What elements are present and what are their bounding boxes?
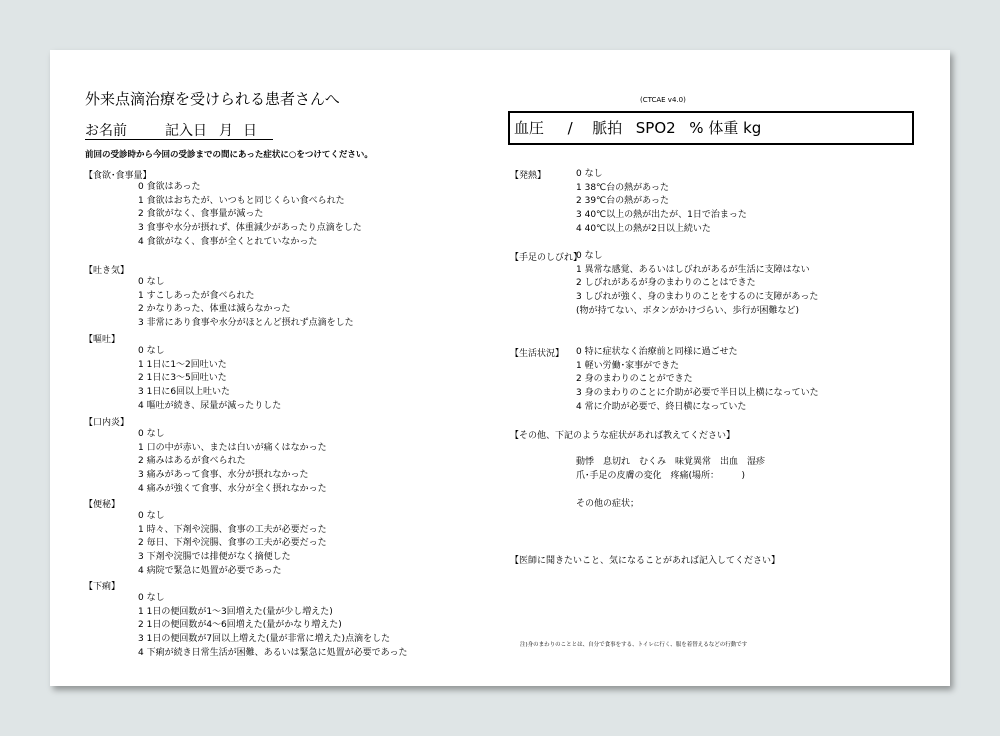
symptom-option[interactable]: 1 時々、下剤や浣腸、食事の工夫が必要だった	[138, 524, 327, 535]
left-section-label: 【吐き気】	[84, 266, 130, 276]
pulse-label: 脈拍	[592, 119, 623, 137]
symptom-option[interactable]: 1 38℃台の熱があった	[576, 182, 670, 193]
symptom-option[interactable]: 1 異常な感覚、あるいはしびれがあるが生活に支障はない	[576, 264, 810, 275]
page-title: 外来点滴治療を受けられる患者さんへ	[85, 90, 340, 108]
name-date-row	[85, 120, 257, 140]
entry-date-label: 記入日	[165, 123, 207, 139]
symptom-option[interactable]: 0 特に症状なく治療前と同様に過ごせた	[576, 347, 738, 357]
symptom-option[interactable]: 2 食欲がなく、食事量が減った	[138, 209, 264, 220]
symptom-option[interactable]: 1 食欲はおちたが、いつもと同じくらい食べられた	[138, 195, 345, 206]
symptom-option[interactable]: 2 毎日、下剤や浣腸、食事の工夫が必要だった	[138, 538, 327, 549]
vitals-box[interactable]	[508, 111, 914, 145]
blood-pressure-label: 血圧	[514, 119, 545, 137]
left-section-label: 【口内炎】	[84, 418, 130, 428]
instruction-text: 前回の受診時から今回の受診までの間にあった症状に○をつけてください。	[85, 150, 373, 160]
symptom-option[interactable]: 2 身のまわりのことができた	[576, 374, 693, 385]
month-label: 月	[219, 123, 233, 139]
left-section-label: 【便秘】	[84, 500, 121, 510]
symptom-option[interactable]: 1 1日に1～2回吐いた	[138, 359, 227, 370]
bp-slash: /	[567, 119, 573, 137]
symptom-option[interactable]: 1 すこしあったが食べられた	[138, 290, 255, 301]
symptom-option[interactable]: 0 なし	[576, 251, 603, 261]
symptom-option[interactable]: 4 常に介助が必要で、終日横になっていた	[576, 401, 747, 412]
symptom-option[interactable]: 4 下痢が続き日常生活が困難、あるいは緊急に処置が必要であった	[138, 647, 408, 658]
symptom-option[interactable]: 2 1日に3～5回吐いた	[138, 373, 227, 384]
symptom-option[interactable]: 3 しびれが強く、身のまわりのことをするのに支障があった	[576, 292, 819, 303]
day-label: 日	[243, 123, 257, 139]
symptom-option[interactable]: 3 1日に6回以上吐いた	[138, 387, 231, 398]
left-section-label: 【下痢】	[84, 582, 121, 592]
ctcae-version: (CTCAE v4.0)	[640, 96, 686, 104]
percent-label: %	[689, 119, 704, 137]
questionnaire-sheet	[50, 50, 950, 686]
symptom-option[interactable]: 0 なし	[138, 346, 165, 356]
symptom-option[interactable]: 4 痛みが強くて食事、水分が全く摂れなかった	[138, 483, 327, 494]
symptom-option[interactable]: 0 なし	[576, 169, 603, 179]
symptom-option[interactable]: 0 なし	[138, 277, 165, 287]
symptom-option[interactable]: 4 食欲がなく、食事が全くとれていなかった	[138, 236, 318, 247]
symptom-option[interactable]: 2 かなりあった、体重は減らなかった	[138, 304, 291, 315]
symptom-option[interactable]: (物が持てない、ボタンがかけづらい、歩行が困難など)	[576, 305, 800, 316]
symptom-option[interactable]: 3 1日の便回数が7回以上増えた(量が非常に増えた)点滴をした	[138, 634, 391, 645]
symptom-option[interactable]: 0 なし	[138, 511, 165, 521]
other-symptoms-line3[interactable]: その他の症状；	[576, 499, 640, 509]
symptom-option[interactable]: 0 食欲はあった	[138, 182, 201, 192]
symptom-option[interactable]: 4 病院で緊急に処置が必要であった	[138, 565, 282, 576]
left-section-label: 【嘔吐】	[84, 335, 121, 345]
symptom-option[interactable]: 2 39℃台の熱があった	[576, 196, 670, 207]
symptom-option[interactable]: 2 しびれがあるが身のまわりのことはできた	[576, 278, 756, 289]
symptom-option[interactable]: 4 嘔吐が続き、尿量が減ったりした	[138, 400, 282, 411]
footnote: 注)身のまわりのこととは、自分で食事をする、トイレに行く、服を着替えるなどの行動です	[520, 642, 748, 648]
right-section-label: 【生活状況】	[510, 349, 565, 359]
symptom-option[interactable]: 0 なし	[138, 593, 165, 603]
symptom-option[interactable]: 4 40℃以上の熱が2日以上続いた	[576, 223, 711, 234]
spo2-label: SPO2	[635, 119, 676, 137]
symptom-option[interactable]: 3 40℃以上の熱が出たが、1日で治まった	[576, 210, 747, 221]
name-underline	[85, 139, 273, 140]
other-symptoms-line1[interactable]: 動悸 息切れ むくみ 味覚異常 出血 湿疹	[576, 457, 766, 467]
symptom-option[interactable]: 2 1日の便回数が4～6回増えた(量がかなり増えた)	[138, 620, 342, 631]
symptom-option[interactable]: 1 軽い労働･家事ができた	[576, 360, 680, 371]
symptom-option[interactable]: 1 1日の便回数が1～3回増えた(量が少し増えた)	[138, 606, 333, 617]
symptom-option[interactable]: 3 身のまわりのことに介助が必要で半日以上横になっていた	[576, 388, 819, 399]
right-section-label: 【手足のしびれ】	[510, 253, 583, 263]
other-symptoms-line2[interactable]: 爪･手足の皮膚の変化 疼痛(場所： )	[576, 471, 746, 481]
name-label: お名前	[85, 123, 127, 139]
left-section-label: 【食欲･食事量】	[84, 171, 152, 181]
symptom-option[interactable]: 2 痛みはあるが食べられた	[138, 456, 246, 467]
symptom-option[interactable]: 1 口の中が赤い、または白いが痛くはなかった	[138, 442, 327, 453]
other-symptoms-label: 【その他、下記のような症状があれば教えてください】	[510, 431, 736, 441]
weight-label: 体重	[708, 119, 739, 137]
kg-label: kg	[743, 119, 762, 137]
symptom-option[interactable]: 0 なし	[138, 429, 165, 439]
symptom-option[interactable]: 3 非常にあり食事や水分がほとんど摂れず点滴をした	[138, 318, 354, 329]
symptom-option[interactable]: 3 下剤や浣腸では排便がなく摘便した	[138, 552, 291, 563]
symptom-option[interactable]: 3 食事や水分が摂れず、体重減少があったり点滴をした	[138, 223, 362, 234]
symptom-option[interactable]: 3 痛みがあって食事、水分が摂れなかった	[138, 470, 309, 481]
doctor-questions-label: 【医師に聞きたいこと、気になることがあれば記入してください】	[510, 556, 781, 566]
right-section-label: 【発熱】	[510, 171, 547, 181]
